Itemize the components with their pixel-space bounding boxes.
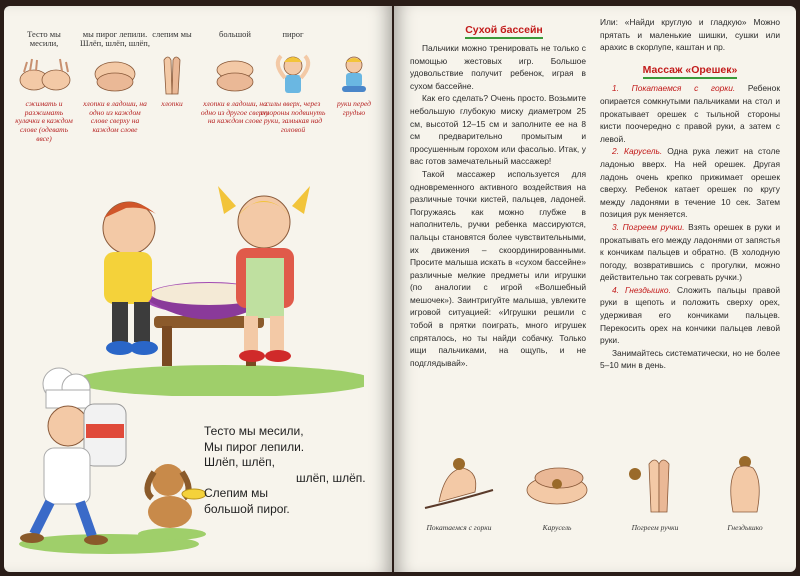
figure-roll-down-hill (414, 450, 504, 532)
child-sitting-illustration (332, 52, 376, 96)
gesture-description: хлопки (161, 99, 183, 108)
gesture-caption: Тесто мы месили, (27, 29, 61, 49)
paragraph: Пальчики можно тренировать не только с помощью жестовых игр. Большое удовольствие получит ребенок, играя в сухом бассейне. (410, 43, 586, 91)
kids-kneading-dough-illustration (64, 166, 364, 396)
gesture-2 (80, 30, 150, 135)
gesture-caption: пирог (282, 29, 304, 39)
section-title-nut-massage (600, 64, 780, 77)
poem (204, 424, 384, 517)
gesture-5 (260, 30, 326, 135)
item-text: Взять орешек в руки и прокатывать его между ладонями от запястья к кончикам пальцев и обратно. (В холодную погоду, возвратившись с прогулки, можно действительно так согревать ручки.) (600, 221, 781, 283)
figure-carousel (512, 450, 602, 532)
paragraph: Такой массажер используется для одновременного активного воздействия на различные точки кистей, пальцев, ладоней. Погружаясь как можно глубже в наполнитель, ручки ребенка массируются, пальцы становятся более чувствительными, их движения – скоординированными. Просите малыша искать в «сухом бассейне» различные мелкие предметы или игрушки (по аналогии с игрой «Волшебный мешочек»). Заинтригуйте малыша, увлеките игровой ситуацией: «Игрушки решили с тобой в прятки поиграть, много игрушек спряталось, но ты найди собачку. Только ищи пальчиками, на ощупь, и не подглядывай». (410, 168, 586, 368)
section-title-text: Сухой бассейн (465, 24, 543, 39)
hand-with-nut-illustration (419, 450, 499, 516)
paragraph: Как его сделать? Очень просто. Возьмите небольшую глубокую миску диаметром 25 см, высотой 12–15 см и заполните ее на 8 см предварительно промытым и просушенным горохом или фасолью. Итак, у вас готов замечательный массажер! (410, 93, 586, 167)
gesture-caption (328, 30, 380, 52)
item-text: Сложить пальцы правой руки в щепоть и положить сверху орех, удерживая его кончиками пальцев. Перекосить орех на кончики пальцев левой руки. (600, 284, 781, 346)
gesture-description: хлопки в ладоши, на одно из каждом слове сверху на каждом слове (83, 99, 147, 134)
gesture-3 (152, 30, 192, 109)
figure-warm-hands (610, 450, 700, 532)
gesture-caption: мы пирог лепили. Шлёп, шлёп, шлёп, (80, 29, 150, 49)
column-right (600, 16, 780, 372)
hands-fists-illustration (14, 52, 74, 96)
gesture-1 (12, 30, 76, 143)
gesture-description: сжимать и разжимать кулачки в каждом слове (одевать ввсе) (15, 99, 73, 143)
item-text: Одна рука лежит на столе ладонью вверх. На ней орешек. Другая ладонь очень крепко прижимает орешек сверху. Ребенок катает орешек по кругу между ладонями в течение 10 сек. Затем позиция рук меняется. (600, 146, 780, 220)
massage-item-4 (600, 284, 780, 347)
poem-line: Шлёп, шлёп, (204, 455, 275, 469)
hands-carousel-illustration (517, 450, 597, 516)
item-lead: 2. Карусель. (612, 146, 663, 157)
poem-line: Тесто мы месили, (204, 424, 304, 438)
dog-illustration (132, 454, 212, 544)
figure-nest (700, 450, 790, 532)
child-arms-up-illustration (263, 52, 323, 96)
massage-item-1 (600, 82, 780, 145)
gesture-description: силы вверх, через стороны подвинуть руки, замыкая над головой (260, 99, 326, 134)
hands-clap-illustration (85, 52, 145, 96)
item-lead: 3. Погреем ручки. (612, 221, 685, 232)
gesture-6 (328, 30, 380, 117)
massage-item-3 (600, 221, 780, 284)
figure-label: Покатаемся с горки (426, 523, 492, 532)
column-left (410, 42, 586, 369)
palms-together-illustration (154, 52, 190, 96)
poem-line: большой пирог. (204, 501, 290, 516)
hands-over-illustration (205, 52, 265, 96)
item-text: Ребенок опирается сомкнутыми пальчиками на стол и прокатывает орешек с тыльной стороны кисти поочередно с правой руки, а затем с левой. (600, 83, 780, 144)
gesture-description: руки перед грудью (337, 99, 371, 117)
right-page (394, 6, 796, 572)
figure-label: Погреем ручки (631, 523, 679, 532)
hand-nest-illustration (705, 450, 785, 516)
poem-line: шлёп, шлёп. (296, 470, 366, 485)
figure-label: Гнездышко (727, 523, 763, 532)
item-lead: 1. Покатаемся с горки. (612, 83, 736, 94)
figure-label: Карусель (542, 523, 572, 532)
hands-warming-illustration (615, 450, 695, 516)
gesture-description: хлопки в ладоши, на одно из другое сверху на каждом слове (200, 99, 270, 126)
paragraph: Или: «Найди круглую и гладкую» Можно прятать и маленькие шишки, сушки или арахис в скорлупе, каштан и пр. (600, 17, 780, 53)
massage-item-2 (600, 145, 780, 221)
gesture-caption: большой (219, 29, 251, 39)
left-page (4, 6, 392, 572)
gesture-caption: слепим мы (152, 29, 192, 39)
section-title-text: Массаж «Орешек» (643, 64, 738, 79)
poem-line: Мы пирог лепили. (204, 439, 305, 454)
item-lead: 4. Гнездышко. (612, 284, 671, 295)
closing-note: Занимайтесь систематически, но не более 5–10 мин в день. (600, 347, 780, 371)
poem-line: Слепим мы (204, 486, 269, 500)
section-title-dry-pool (414, 24, 594, 36)
